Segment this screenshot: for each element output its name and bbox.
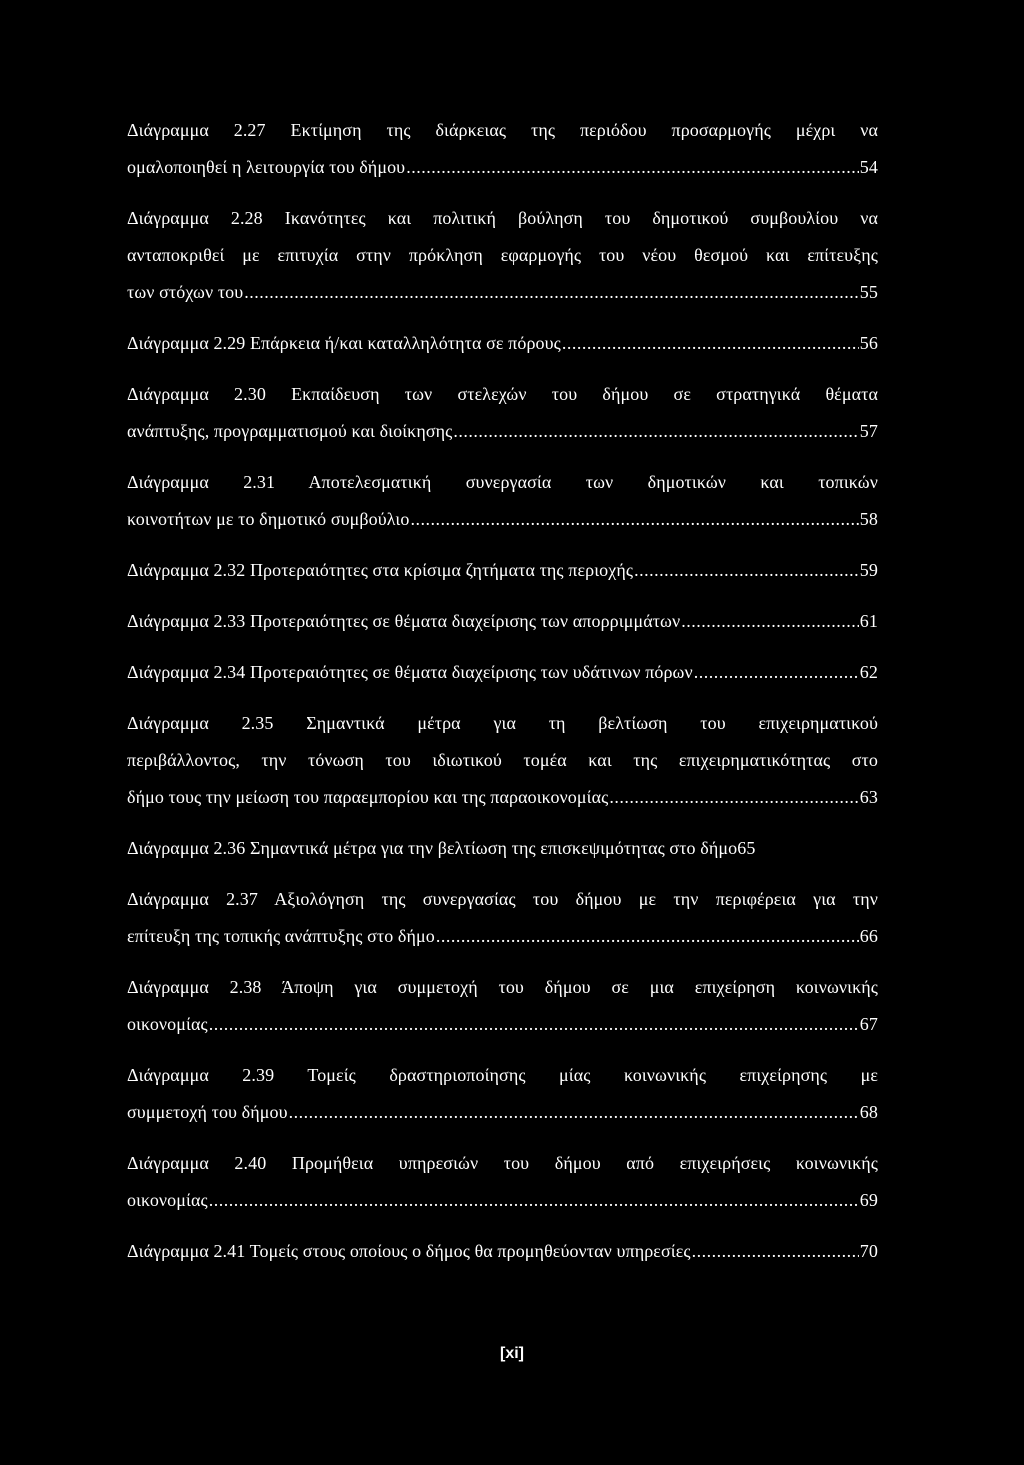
- toc-entry-line: Διάγραμμα 2.30 Εκπαίδευση των στελεχών του δήμου σε στρατηγικά θέματα: [127, 384, 878, 404]
- toc-entry-text: επίτευξη της τοπικής ανάπτυξης στο δήμο: [127, 926, 435, 946]
- toc-entry-last-line: [127, 149, 878, 186]
- toc-entry-text: δήμο τους την μείωση του παραεμπορίου και της παραοικονομίας: [127, 787, 609, 807]
- toc-entry[interactable]: [127, 1145, 878, 1219]
- dot-leader: [562, 325, 859, 362]
- page-number: [xi]: [500, 1345, 524, 1362]
- toc-entry-line: Διάγραμμα 2.31 Αποτελεσματική συνεργασία των δημοτικών και τοπικών: [127, 472, 878, 492]
- toc-entry-last-line: [127, 830, 878, 867]
- toc-entry-line: Διάγραμμα 2.35 Σημαντικά μέτρα για τη βελτίωση του επιχειρηματικού: [127, 713, 878, 733]
- toc-entry[interactable]: [127, 464, 878, 538]
- toc-entry-line: Διάγραμμα 2.38 Άποψη για συμμετοχή του δήμου σε μια επιχείρηση κοινωνικής: [127, 977, 878, 997]
- toc-entry-line: Διάγραμμα 2.28 Ικανότητες και πολιτική βούληση του δημοτικού συμβουλίου να: [127, 208, 878, 228]
- toc-page-number: 66: [859, 926, 878, 946]
- toc-entry-text: οικονομίας: [127, 1190, 208, 1210]
- toc-page-number: 61: [859, 611, 878, 631]
- toc-page-number: 68: [859, 1102, 878, 1122]
- toc-page-number: 67: [859, 1014, 878, 1034]
- toc-entry-last-line: [127, 413, 878, 450]
- toc-entry-text: Διάγραμμα 2.32 Προτεραιότητες στα κρίσιμα ζητήματα της περιοχής: [127, 560, 634, 580]
- dot-leader: [209, 1182, 859, 1219]
- toc-entry[interactable]: [127, 200, 878, 311]
- toc-entry[interactable]: [127, 552, 878, 589]
- toc-entry-last-line: [127, 918, 878, 955]
- toc-entry-last-line: [127, 552, 878, 589]
- dot-leader: [289, 1094, 859, 1131]
- toc-entry-text: συμμετοχή του δήμου: [127, 1102, 288, 1122]
- toc-entry-last-line: [127, 603, 878, 640]
- toc-entry[interactable]: [127, 603, 878, 640]
- dot-leader: [692, 1233, 859, 1270]
- toc-entry-line: Διάγραμμα 2.39 Τομείς δραστηριοποίησης μίας κοινωνικής επιχείρησης με: [127, 1065, 878, 1085]
- toc-entry-text: οικονομίας: [127, 1014, 208, 1034]
- toc-entry-last-line: [127, 1006, 878, 1043]
- dot-leader: [244, 274, 859, 311]
- toc-entry-text: Διάγραμμα 2.33 Προτεραιότητες σε θέματα διαχείρισης των απορριμμάτων: [127, 611, 681, 631]
- toc-entry[interactable]: [127, 112, 878, 186]
- toc-page-number: 54: [859, 157, 878, 177]
- toc-entry-text: ανάπτυξης, προγραμματισμού και διοίκησης: [127, 421, 453, 441]
- toc-entry[interactable]: [127, 1233, 878, 1270]
- toc-page-number: 59: [859, 560, 878, 580]
- dot-leader: [681, 603, 859, 640]
- toc-entry-last-line: [127, 1182, 878, 1219]
- toc-entry-line: ανταποκριθεί με επιτυχία στην πρόκληση εφαρμογής του νέου θεσμού και επίτευξης: [127, 245, 878, 265]
- toc-entry[interactable]: [127, 830, 878, 867]
- toc-entry-last-line: [127, 779, 878, 816]
- dot-leader: [609, 779, 858, 816]
- toc-entry-last-line: [127, 1094, 878, 1131]
- toc-entry-text: Διάγραμμα 2.36 Σημαντικά μέτρα για την βελτίωση της επισκεψιμότητας στο δήμο: [127, 838, 738, 858]
- toc-page-number: 70: [859, 1241, 878, 1261]
- toc-entry-text: Διάγραμμα 2.41 Τομείς στους οποίους ο δήμος θα προμηθεύονταν υπηρεσίες: [127, 1241, 691, 1261]
- toc-entry-last-line: [127, 274, 878, 311]
- toc-page-number: 55: [859, 282, 878, 302]
- toc-entry-last-line: [127, 501, 878, 538]
- toc-page-number: 62: [859, 662, 878, 682]
- toc-entry-text: των στόχων του: [127, 282, 244, 302]
- toc-entry-text: κοινοτήτων με το δημοτικό συμβούλιο: [127, 509, 410, 529]
- dot-leader: [634, 552, 859, 589]
- dot-leader: [453, 413, 858, 450]
- toc-entry-text: Διάγραμμα 2.29 Επάρκεια ή/και καταλληλότητα σε πόρους: [127, 333, 561, 353]
- toc-entry-line: περιβάλλοντος, την τόνωση του ιδιωτικού τομέα και της επιχειρηματικότητας στο: [127, 750, 878, 770]
- dot-leader: [436, 918, 859, 955]
- toc-entry-text: ομαλοποιηθεί η λειτουργία του δήμου: [127, 157, 406, 177]
- toc-page-number: 56: [859, 333, 878, 353]
- toc-entry[interactable]: [127, 1057, 878, 1131]
- toc-page-number: 63: [859, 787, 878, 807]
- toc-entry-last-line: [127, 654, 878, 691]
- toc-entry-text: Διάγραμμα 2.34 Προτεραιότητες σε θέματα διαχείρισης των υδάτινων πόρων: [127, 662, 693, 682]
- dot-leader: [209, 1006, 859, 1043]
- toc-entry[interactable]: [127, 654, 878, 691]
- toc-page-number: 65: [737, 838, 756, 858]
- toc-page-number: 57: [859, 421, 878, 441]
- table-of-figures: [127, 112, 878, 1270]
- toc-entry-last-line: [127, 1233, 878, 1270]
- toc-entry[interactable]: [127, 705, 878, 816]
- toc-entry[interactable]: [127, 881, 878, 955]
- toc-entry[interactable]: [127, 325, 878, 362]
- toc-entry-last-line: [127, 325, 878, 362]
- dot-leader: [694, 654, 859, 691]
- toc-page-number: 69: [859, 1190, 878, 1210]
- dot-leader: [406, 149, 859, 186]
- toc-entry[interactable]: [127, 969, 878, 1043]
- toc-entry-line: Διάγραμμα 2.27 Εκτίμηση της διάρκειας της περιόδου προσαρμογής μέχρι να: [127, 120, 878, 140]
- toc-page-number: 58: [859, 509, 878, 529]
- toc-entry-line: Διάγραμμα 2.40 Προμήθεια υπηρεσιών του δήμου από επιχειρήσεις κοινωνικής: [127, 1153, 878, 1173]
- toc-entry-line: Διάγραμμα 2.37 Αξιολόγηση της συνεργασίας του δήμου με την περιφέρεια για την: [127, 889, 878, 909]
- toc-entry[interactable]: [127, 376, 878, 450]
- dot-leader: [410, 501, 858, 538]
